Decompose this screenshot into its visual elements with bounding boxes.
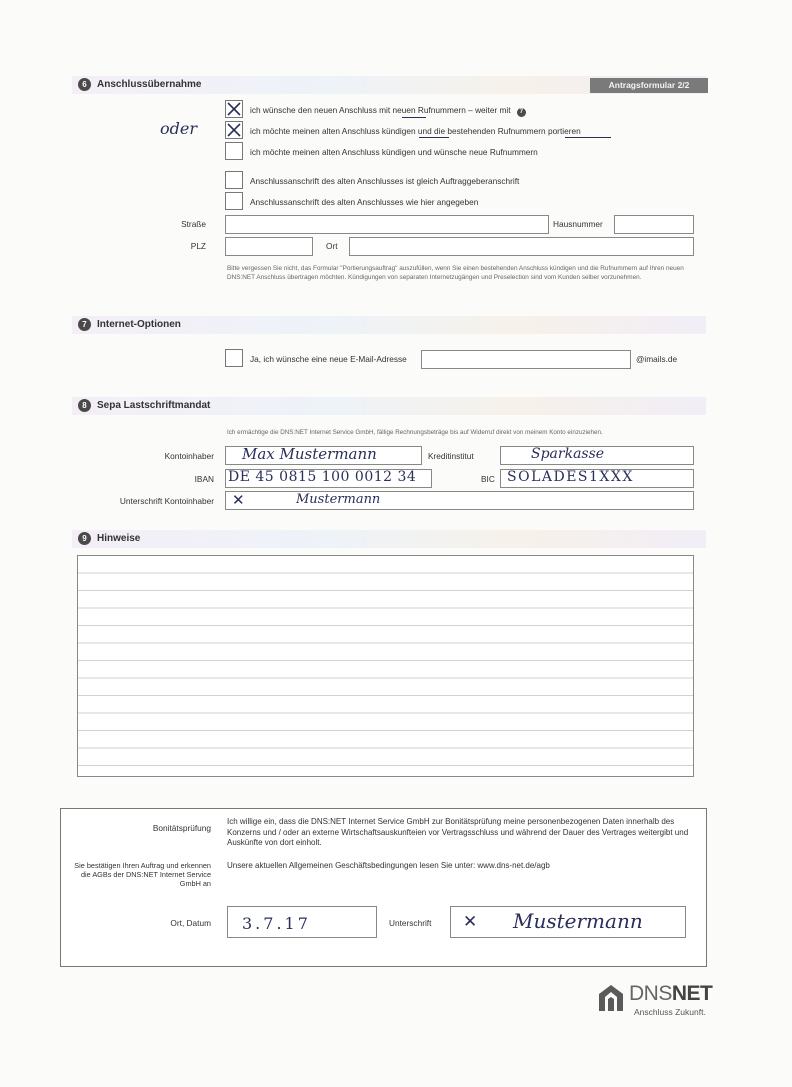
agb-text: Unsere aktuellen Allgemeinen Geschäftsbedingungen lesen Sie unter: www.dns-net.de/agb <box>227 861 550 870</box>
section-6-number-badge: 6 <box>78 78 91 91</box>
signature-kontoinhaber-value: Mustermann <box>296 492 381 507</box>
new-email-label: Ja, ich wünsche eine neue E-Mail-Adresse <box>250 354 407 364</box>
logo-name: DNSNET <box>629 982 713 1005</box>
option-port-numbers-label: ich möchte meinen alten Anschluss kündigen und die bestehenden Rufnummern portieren <box>250 126 581 136</box>
iban-label: IBAN <box>194 474 214 484</box>
kreditinstitut-label: Kreditinstitut <box>428 451 474 461</box>
plz-label: PLZ <box>190 241 206 251</box>
bic-value: SOLADES1XXX <box>507 469 634 485</box>
sepa-intro: Ich ermächtige die DNS:NET Internet Service GmbH, fällige Rechnungsbeträge bis auf Widerruf direkt von meinem Konto einzuziehen. <box>227 429 603 436</box>
ort-datum-field[interactable] <box>227 906 377 938</box>
email-field[interactable] <box>421 350 631 369</box>
section-9-header-bar <box>72 530 706 548</box>
kreditinstitut-value: Sparkasse <box>531 446 605 462</box>
checkbox-new-numbers[interactable] <box>225 100 243 118</box>
option-cancel-new-numbers-label: ich möchte meinen alten Anschluss kündigen und wünsche neue Rufnummern <box>250 147 538 157</box>
consent-box <box>60 808 707 967</box>
signature-kontoinhaber-label: Unterschrift Kontoinhaber <box>119 496 214 506</box>
checkbox-address-other[interactable] <box>225 192 243 210</box>
unterschrift-label: Unterschrift <box>389 918 432 928</box>
hausnummer-label: Hausnummer <box>553 219 603 229</box>
address-other-label: Anschlussanschrift des alten Anschlusses wie hier angegeben <box>250 197 479 207</box>
checkbox-address-same[interactable] <box>225 171 243 189</box>
section-7-number-badge: 7 <box>78 318 91 331</box>
bonitaet-label: Bonitätsprüfung <box>152 823 211 833</box>
form-page-tag: Antragsformular 2/2 <box>590 78 708 93</box>
iban-value: DE 45 0815 100 0012 34 <box>228 469 417 485</box>
footer-signature-value: Mustermann <box>513 909 643 933</box>
ort-label: Ort <box>326 241 338 251</box>
email-domain-label: @imails.de <box>636 354 678 364</box>
section-8-title: Sepa Lastschriftmandat <box>97 400 211 411</box>
kreditinstitut-field[interactable] <box>500 446 694 465</box>
section-8-number-badge: 8 <box>78 399 91 412</box>
dnsnet-house-icon <box>596 982 626 1014</box>
hausnummer-field[interactable] <box>614 215 694 234</box>
hinweise-notes-area[interactable] <box>77 555 694 777</box>
checkbox-new-numbers-cancel[interactable] <box>225 142 243 160</box>
signature-kontoinhaber-field[interactable] <box>225 491 694 510</box>
bic-label: BIC <box>481 474 495 484</box>
underline-kuendigen <box>419 137 449 139</box>
section-7-title: Internet-Optionen <box>97 319 181 330</box>
checkmark-x-icon <box>227 123 241 137</box>
underline-neuen <box>402 117 426 119</box>
ort-field[interactable] <box>349 237 694 256</box>
porting-note: Bitte vergessen Sie nicht, das Formular "Portierungsauftrag" auszufüllen, wenn Sie einen bestehenden Anschluss kündigen und die Rufnummern auf Ihren neuen DNS:NET Anschluss übertragen möchten. Kündigungen von separaten Internetzugängen und Preselection sind vom Kunden selber vorzunehmen. <box>227 265 684 281</box>
kontoinhaber-label: Kontoinhaber <box>164 451 214 461</box>
checkbox-new-email[interactable] <box>225 349 243 367</box>
strasse-field[interactable] <box>225 215 549 234</box>
ort-datum-label: Ort, Datum <box>170 918 211 928</box>
option-new-numbers-label: ich wünsche den neuen Anschluss mit neuen Rufnummern – weiter mit 7 <box>250 105 526 117</box>
iban-field[interactable] <box>225 469 432 488</box>
kontoinhaber-value: Max Mustermann <box>242 446 377 463</box>
strasse-label: Straße <box>181 219 206 229</box>
underline-portieren <box>565 137 611 139</box>
bic-field[interactable] <box>500 469 694 488</box>
reference-badge-7: 7 <box>517 108 526 117</box>
ort-datum-value: 3.7.17 <box>242 914 311 933</box>
checkmark-x-icon <box>227 102 241 116</box>
section-9-number-badge: 9 <box>78 532 91 545</box>
agb-label: Sie bestätigen Ihren Auftrag und erkennen die AGBs der DNS:NET Internet Service GmbH an <box>74 861 211 888</box>
signature-x-mark: ✕ <box>232 491 245 509</box>
dnsnet-logo <box>596 980 716 1022</box>
handwritten-oder-annotation: oder <box>160 119 197 138</box>
plz-field[interactable] <box>225 237 313 256</box>
bonitaet-text: Ich willige ein, dass die DNS:NET Internet Service GmbH zur Bonitätsprüfung meine personenbezogenen Daten innerhalb des Konzerns und / oder an externe Wirtschaftsauskunfteien vor Vertragsschluss und während der Dauer des Vertrages weitergibt und Auskünfte von dort einholt. <box>227 817 689 847</box>
kontoinhaber-field[interactable] <box>225 446 422 465</box>
checkbox-port-numbers[interactable] <box>225 121 243 139</box>
footer-signature-x-mark: ✕ <box>463 912 478 932</box>
logo-tagline: Anschluss Zukunft. <box>634 1007 706 1017</box>
section-9-title: Hinweise <box>97 533 141 544</box>
section-6-title: Anschlussübernahme <box>97 79 202 90</box>
unterschrift-field[interactable] <box>450 906 686 938</box>
address-same-label: Anschlussanschrift des alten Anschlusses ist gleich Auftraggeberanschrift <box>250 176 520 186</box>
